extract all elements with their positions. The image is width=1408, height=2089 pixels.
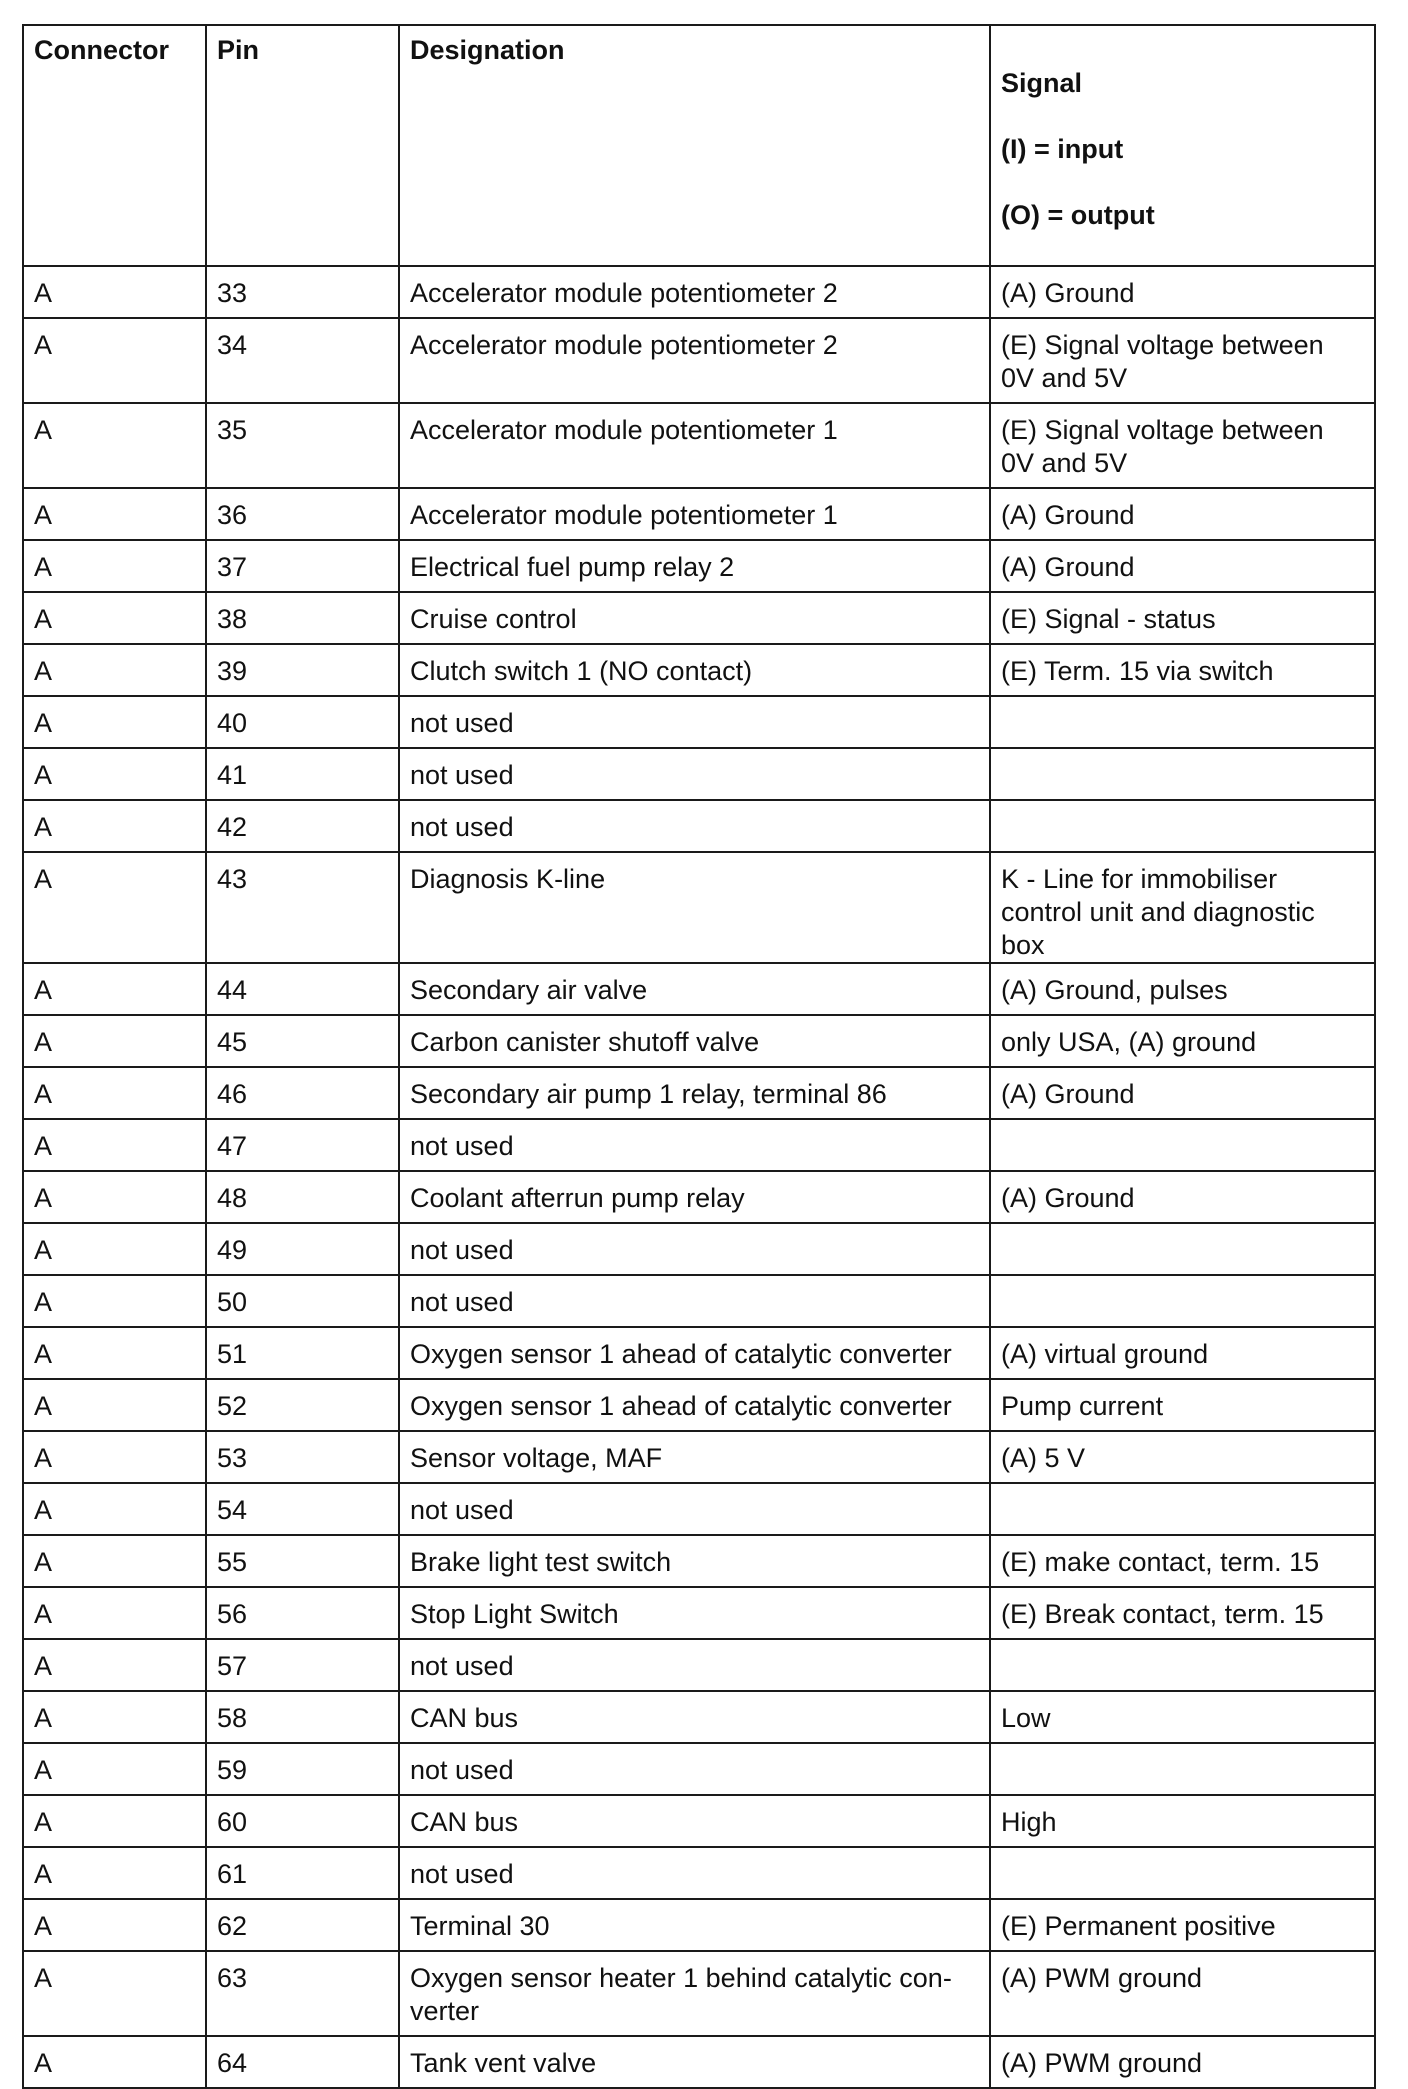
cell-pin: 64 [206, 2036, 399, 2088]
cell-pin: 48 [206, 1171, 399, 1223]
cell-signal [990, 1847, 1375, 1899]
cell-designation: Oxygen sensor heater 1 behind catalytic con- verter [399, 1951, 990, 2036]
cell-connector: A [23, 748, 206, 800]
cell-designation: Carbon canister shutoff valve [399, 1015, 990, 1067]
cell-designation: Terminal 30 [399, 1899, 990, 1951]
cell-connector: A [23, 1743, 206, 1795]
cell-connector: A [23, 1587, 206, 1639]
table-row [23, 644, 1375, 696]
cell-connector: A [23, 1067, 206, 1119]
cell-designation: Coolant afterrun pump relay [399, 1171, 990, 1223]
cell-signal: (A) Ground, pulses [990, 963, 1375, 1015]
cell-connector: A [23, 318, 206, 403]
cell-pin: 54 [206, 1483, 399, 1535]
table-row [23, 540, 1375, 592]
cell-designation: not used [399, 1743, 990, 1795]
cell-designation: not used [399, 800, 990, 852]
cell-designation: Brake light test switch [399, 1535, 990, 1587]
table-row [23, 1119, 1375, 1171]
cell-signal: (E) make contact, term. 15 [990, 1535, 1375, 1587]
cell-pin: 45 [206, 1015, 399, 1067]
cell-signal: (E) Permanent positive [990, 1899, 1375, 1951]
cell-signal: (A) Ground [990, 266, 1375, 318]
table-row [23, 1067, 1375, 1119]
cell-pin: 44 [206, 963, 399, 1015]
cell-connector: A [23, 1015, 206, 1067]
cell-connector: A [23, 1119, 206, 1171]
cell-connector: A [23, 403, 206, 488]
cell-signal: (A) Ground [990, 1171, 1375, 1223]
cell-connector: A [23, 1379, 206, 1431]
cell-pin: 62 [206, 1899, 399, 1951]
table-row [23, 852, 1375, 963]
cell-designation: Oxygen sensor 1 ahead of catalytic converter [399, 1327, 990, 1379]
header-signal-input-legend: (I) = input [1001, 134, 1124, 164]
cell-connector: A [23, 1431, 206, 1483]
cell-connector: A [23, 266, 206, 318]
cell-signal [990, 1639, 1375, 1691]
header-signal [990, 25, 1375, 266]
cell-designation: Clutch switch 1 (NO contact) [399, 644, 990, 696]
cell-pin: 63 [206, 1951, 399, 2036]
cell-pin: 43 [206, 852, 399, 963]
header-row [23, 25, 1375, 266]
cell-designation: Tank vent valve [399, 2036, 990, 2088]
cell-signal: (A) Ground [990, 1067, 1375, 1119]
cell-signal: (A) Ground [990, 540, 1375, 592]
cell-connector: A [23, 1327, 206, 1379]
table-row [23, 1275, 1375, 1327]
cell-pin: 37 [206, 540, 399, 592]
cell-designation: Cruise control [399, 592, 990, 644]
cell-signal [990, 1743, 1375, 1795]
header-designation: Designation [399, 25, 990, 266]
table-row [23, 266, 1375, 318]
cell-signal: (E) Signal voltage between 0V and 5V [990, 403, 1375, 488]
table-row [23, 696, 1375, 748]
cell-pin: 33 [206, 266, 399, 318]
cell-signal [990, 1275, 1375, 1327]
cell-pin: 50 [206, 1275, 399, 1327]
cell-signal: (A) PWM ground [990, 1951, 1375, 2036]
cell-designation: Accelerator module potentiometer 1 [399, 403, 990, 488]
cell-designation: CAN bus [399, 1795, 990, 1847]
cell-designation: Sensor voltage, MAF [399, 1431, 990, 1483]
cell-connector: A [23, 963, 206, 1015]
cell-pin: 36 [206, 488, 399, 540]
cell-pin: 53 [206, 1431, 399, 1483]
table-row [23, 1171, 1375, 1223]
cell-designation: not used [399, 1847, 990, 1899]
table-row [23, 800, 1375, 852]
cell-signal: (A) 5 V [990, 1431, 1375, 1483]
cell-designation: Stop Light Switch [399, 1587, 990, 1639]
cell-designation: Secondary air pump 1 relay, terminal 86 [399, 1067, 990, 1119]
cell-signal [990, 1483, 1375, 1535]
cell-pin: 46 [206, 1067, 399, 1119]
cell-connector: A [23, 2036, 206, 2088]
cell-signal: (A) Ground [990, 488, 1375, 540]
cell-signal: Low [990, 1691, 1375, 1743]
cell-designation: not used [399, 1275, 990, 1327]
table-row [23, 1951, 1375, 2036]
header-signal-title: Signal [1001, 68, 1083, 98]
cell-connector: A [23, 1483, 206, 1535]
table-row [23, 1379, 1375, 1431]
cell-signal: (E) Break contact, term. 15 [990, 1587, 1375, 1639]
cell-connector: A [23, 1171, 206, 1223]
table-row [23, 318, 1375, 403]
table-row [23, 1795, 1375, 1847]
cell-signal [990, 1223, 1375, 1275]
table-row [23, 592, 1375, 644]
table-row [23, 1639, 1375, 1691]
table-row [23, 1327, 1375, 1379]
header-signal-output-legend: (O) = output [1001, 200, 1155, 230]
cell-designation: not used [399, 696, 990, 748]
cell-connector: A [23, 1223, 206, 1275]
cell-signal: Pump current [990, 1379, 1375, 1431]
table-row [23, 1847, 1375, 1899]
cell-connector: A [23, 852, 206, 963]
cell-signal [990, 1119, 1375, 1171]
cell-designation: not used [399, 1119, 990, 1171]
table-row [23, 963, 1375, 1015]
cell-designation: Diagnosis K-line [399, 852, 990, 963]
cell-pin: 52 [206, 1379, 399, 1431]
table-row [23, 403, 1375, 488]
cell-pin: 56 [206, 1587, 399, 1639]
table-body [23, 266, 1375, 2088]
header-pin: Pin [206, 25, 399, 266]
cell-signal [990, 800, 1375, 852]
cell-signal: (E) Signal - status [990, 592, 1375, 644]
cell-connector: A [23, 488, 206, 540]
table-row [23, 1899, 1375, 1951]
cell-designation: Oxygen sensor 1 ahead of catalytic converter [399, 1379, 990, 1431]
table-row [23, 1587, 1375, 1639]
table-row [23, 1483, 1375, 1535]
cell-signal: K - Line for immobiliser control unit and diagnostic box [990, 852, 1375, 963]
cell-signal [990, 748, 1375, 800]
cell-pin: 51 [206, 1327, 399, 1379]
header-connector: Connector [23, 25, 206, 266]
table-row [23, 1015, 1375, 1067]
cell-pin: 61 [206, 1847, 399, 1899]
cell-signal: (E) Term. 15 via switch [990, 644, 1375, 696]
cell-connector: A [23, 644, 206, 696]
cell-pin: 39 [206, 644, 399, 696]
cell-connector: A [23, 1535, 206, 1587]
cell-designation: Accelerator module potentiometer 2 [399, 266, 990, 318]
table-row [23, 1743, 1375, 1795]
cell-connector: A [23, 1275, 206, 1327]
cell-signal: (A) virtual ground [990, 1327, 1375, 1379]
cell-connector: A [23, 1847, 206, 1899]
cell-connector: A [23, 1639, 206, 1691]
cell-designation: not used [399, 1223, 990, 1275]
cell-designation: Electrical fuel pump relay 2 [399, 540, 990, 592]
cell-designation: not used [399, 1639, 990, 1691]
cell-pin: 34 [206, 318, 399, 403]
cell-designation: not used [399, 1483, 990, 1535]
table-row [23, 1535, 1375, 1587]
cell-signal: only USA, (A) ground [990, 1015, 1375, 1067]
cell-connector: A [23, 1795, 206, 1847]
cell-pin: 57 [206, 1639, 399, 1691]
cell-pin: 49 [206, 1223, 399, 1275]
cell-connector: A [23, 1951, 206, 2036]
cell-pin: 55 [206, 1535, 399, 1587]
cell-connector: A [23, 1691, 206, 1743]
cell-designation: Accelerator module potentiometer 1 [399, 488, 990, 540]
cell-pin: 41 [206, 748, 399, 800]
table-row [23, 1223, 1375, 1275]
cell-connector: A [23, 696, 206, 748]
cell-connector: A [23, 800, 206, 852]
cell-connector: A [23, 540, 206, 592]
cell-pin: 38 [206, 592, 399, 644]
cell-signal: High [990, 1795, 1375, 1847]
pin-assignment-table [22, 24, 1376, 2089]
table-row [23, 1431, 1375, 1483]
cell-designation: not used [399, 748, 990, 800]
cell-designation: Secondary air valve [399, 963, 990, 1015]
cell-designation: Accelerator module potentiometer 2 [399, 318, 990, 403]
table-header [23, 25, 1375, 266]
table-row [23, 748, 1375, 800]
table-row [23, 2036, 1375, 2088]
cell-signal: (E) Signal voltage between 0V and 5V [990, 318, 1375, 403]
cell-pin: 59 [206, 1743, 399, 1795]
cell-pin: 58 [206, 1691, 399, 1743]
table-row [23, 1691, 1375, 1743]
cell-pin: 42 [206, 800, 399, 852]
cell-signal: (A) PWM ground [990, 2036, 1375, 2088]
cell-connector: A [23, 592, 206, 644]
cell-pin: 60 [206, 1795, 399, 1847]
cell-pin: 40 [206, 696, 399, 748]
cell-pin: 35 [206, 403, 399, 488]
cell-designation: CAN bus [399, 1691, 990, 1743]
cell-signal [990, 696, 1375, 748]
cell-connector: A [23, 1899, 206, 1951]
cell-pin: 47 [206, 1119, 399, 1171]
table-row [23, 488, 1375, 540]
